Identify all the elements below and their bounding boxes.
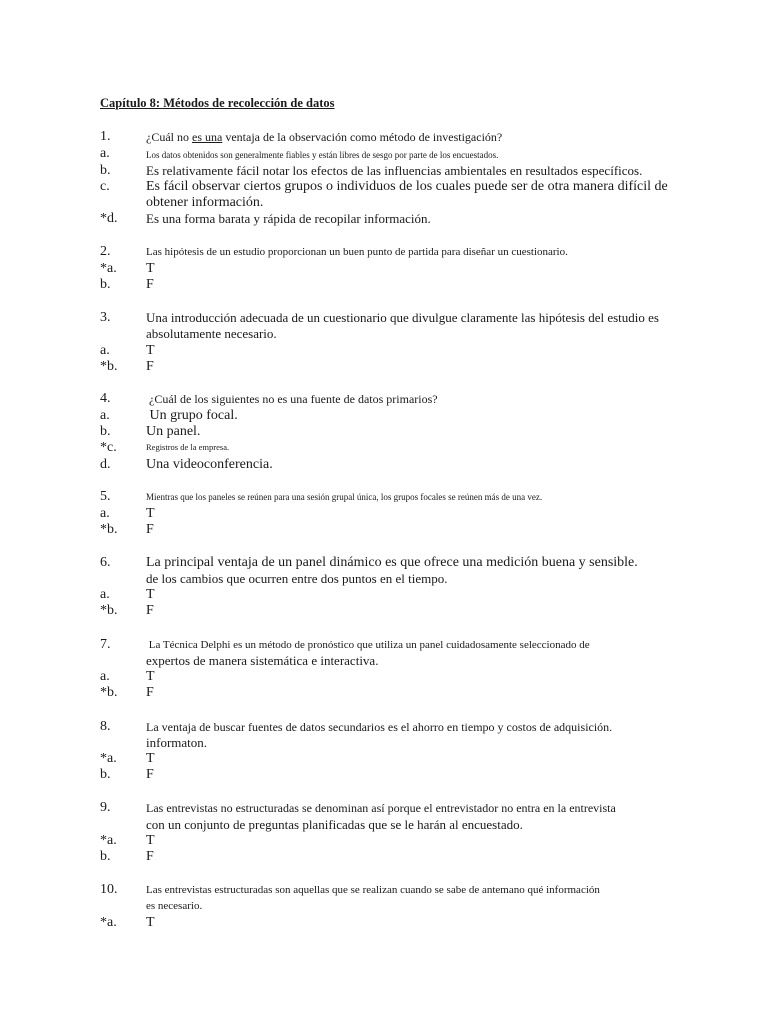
option-label: b. (100, 424, 111, 439)
question-text: de los cambios que ocurren entre dos puntos en el tiempo. (146, 571, 448, 586)
question-number: 7. (100, 637, 111, 652)
option-b (100, 276, 688, 294)
option-text: obtener información. (146, 195, 264, 210)
question-10-continued (100, 897, 688, 915)
option-text: F (146, 359, 154, 374)
option-text: T (146, 915, 155, 930)
option-label: b. (100, 849, 111, 864)
option-b (100, 602, 688, 620)
option-text: F (146, 849, 154, 864)
question-1 (100, 128, 688, 146)
option-label: *c. (100, 440, 117, 455)
option-text: F (146, 522, 154, 537)
option-text: Un panel. (146, 424, 201, 439)
question-text: con un conjunto de preguntas planificadas que se le harán al encuestado. (146, 817, 523, 832)
option-label: a. (100, 408, 110, 423)
option-label: a. (100, 506, 110, 521)
question-text: La Técnica Delphi es un método de pronóstico que utiliza un panel cuidadosamente seleccionado de (146, 639, 590, 651)
option-b (100, 848, 688, 866)
option-label: a. (100, 146, 110, 161)
question-text: expertos de manera sistemática e interactiva. (146, 653, 379, 668)
question-text: Las entrevistas no estructuradas se denominan así porque el entrevistador no entra en la entrevista (146, 801, 616, 815)
option-d (100, 210, 688, 228)
option-text: F (146, 277, 154, 292)
question-number: 3. (100, 310, 111, 325)
question-text-part: ventaja de la observación como método de investigación? (222, 130, 503, 144)
question-9 (100, 799, 688, 817)
option-a (100, 914, 688, 932)
question-number: 8. (100, 719, 111, 734)
option-label: *b. (100, 685, 118, 700)
question-number: 10. (100, 882, 118, 897)
option-label: *a. (100, 833, 117, 848)
option-label: d. (100, 457, 111, 472)
option-text: T (146, 506, 155, 521)
option-label: a. (100, 587, 110, 602)
option-label: *b. (100, 522, 118, 537)
question-number: 4. (100, 391, 111, 406)
option-text: Es fácil observar ciertos grupos o individuos de los cuales puede ser de otra manera difícil de (146, 179, 668, 194)
question-text: Las hipótesis de un estudio proporcionan un buen punto de partida para diseñar un cuestionario. (146, 246, 568, 258)
option-b (100, 521, 688, 539)
option-text: Registros de la empresa. (146, 442, 230, 452)
option-label: c. (100, 179, 110, 194)
question-text-underlined: es una (192, 130, 223, 144)
question-text: es necesario. (146, 900, 203, 912)
question-text: Mientras que los paneles se reúnen para una sesión grupal única, los grupos focales se reúnen más de una vez. (146, 492, 543, 502)
question-number: 2. (100, 244, 111, 259)
option-text: T (146, 751, 155, 766)
option-label: b. (100, 277, 111, 292)
option-b (100, 684, 688, 702)
option-label: *d. (100, 211, 118, 226)
option-text: F (146, 603, 154, 618)
option-label: a. (100, 669, 110, 684)
option-text: T (146, 343, 155, 358)
option-text: T (146, 833, 155, 848)
question-text: La ventaja de buscar fuentes de datos secundarios es el ahorro en tiempo y costos de adquisición. (146, 720, 613, 734)
question-text-part: ¿Cuál no (146, 130, 192, 144)
option-label: b. (100, 767, 111, 782)
question-text: Una introducción adecuada de un cuestionario que divulgue claramente las hipótesis del estudio es (146, 310, 659, 325)
question-3-continued (100, 325, 688, 343)
question-text (146, 128, 502, 146)
question-number: 9. (100, 800, 111, 815)
question-number: 1. (100, 129, 111, 144)
question-text: La principal ventaja de un panel dinámico es que ofrece una medición buena y sensible. (146, 555, 638, 570)
option-label: *a. (100, 751, 117, 766)
option-b (100, 766, 688, 784)
option-text: Los datos obtenidos son generalmente fiables y están libres de sesgo por parte de los encuestados. (146, 150, 499, 160)
option-label: *a. (100, 915, 117, 930)
chapter-title: Capítulo 8: Métodos de recolección de datos (100, 96, 335, 110)
question-number: 6. (100, 555, 111, 570)
option-label: a. (100, 343, 110, 358)
option-label: *b. (100, 603, 118, 618)
option-text: T (146, 261, 155, 276)
option-a (100, 145, 688, 163)
option-label: b. (100, 163, 111, 178)
option-text: F (146, 685, 154, 700)
question-text: absolutamente necesario. (146, 326, 277, 341)
question-text: ¿Cuál de los siguientes no es una fuente de datos primarios? (146, 392, 438, 406)
option-label: *a. (100, 261, 117, 276)
option-text: T (146, 669, 155, 684)
option-text: Es una forma barata y rápida de recopilar información. (146, 211, 431, 226)
option-c (100, 439, 688, 457)
option-text: Una videoconferencia. (146, 457, 273, 472)
option-b (100, 358, 688, 376)
question-number: 5. (100, 489, 111, 504)
option-text: Un grupo focal. (146, 408, 238, 423)
option-text: Es relativamente fácil notar los efectos de las influencias ambientales en resultados específicos. (146, 163, 643, 178)
question-text: Las entrevistas estructuradas son aquellas que se realizan cuando se sabe de antemano qué información (146, 884, 600, 896)
option-text: T (146, 587, 155, 602)
option-label: *b. (100, 359, 118, 374)
question-2 (100, 243, 688, 261)
option-d (100, 456, 688, 474)
option-text: F (146, 767, 154, 782)
question-text: informaton. (146, 735, 208, 750)
question-4 (100, 390, 688, 408)
question-5 (100, 488, 688, 506)
